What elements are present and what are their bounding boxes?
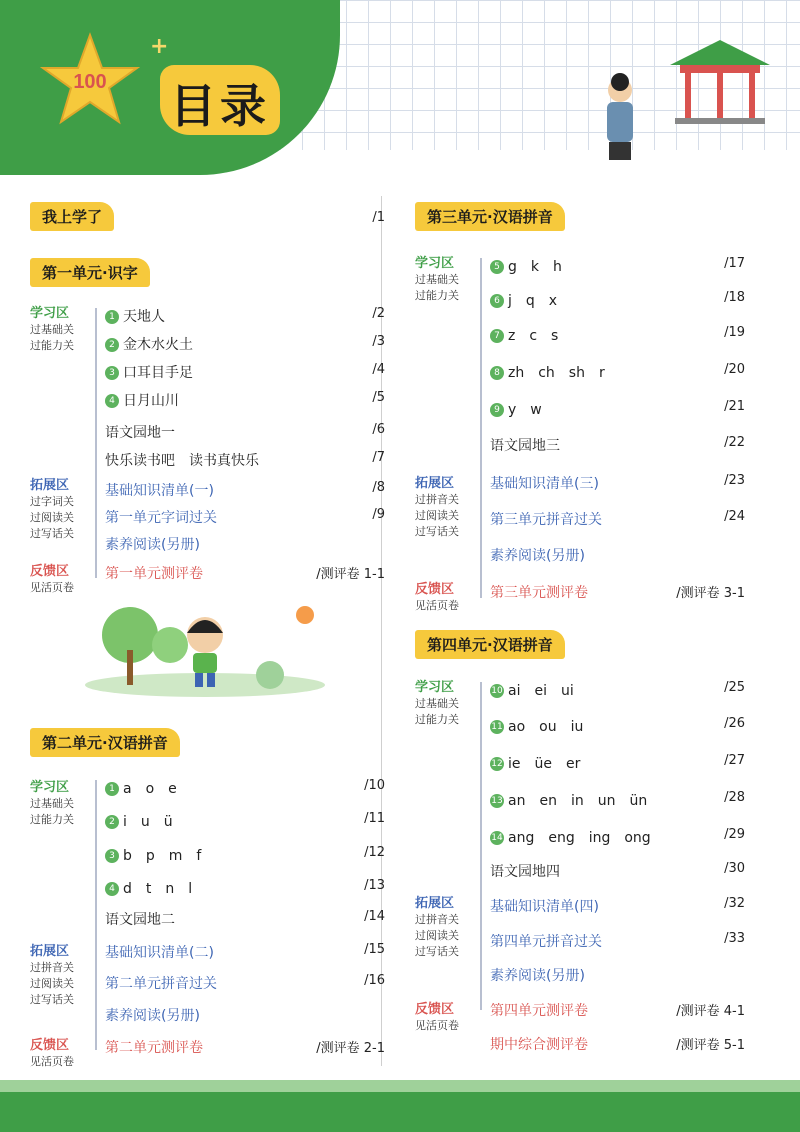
- toc-entry-title: 第一单元字词过关: [105, 510, 217, 526]
- lesson-number-badge: 7: [490, 329, 504, 343]
- toc-entry-title: 语文园地一: [105, 425, 175, 441]
- page-number: /17: [724, 256, 745, 271]
- page-number: /1: [372, 210, 385, 225]
- page-number: /6: [372, 422, 385, 437]
- toc-entry[interactable]: [415, 435, 750, 457]
- page-number: /23: [724, 473, 745, 488]
- toc-entry-intro[interactable]: [30, 202, 390, 224]
- section-heading-unit3: [415, 202, 750, 224]
- toc-entry-title: 第二单元拼音过关: [105, 976, 217, 992]
- lesson-number-badge: 9: [490, 403, 504, 417]
- zone-sub: 过阅读关: [415, 509, 459, 522]
- header-banner: [0, 0, 800, 190]
- page-number: /28: [724, 790, 745, 805]
- toc-entry-title: 语文园地三: [490, 438, 560, 454]
- zone-sub: 见活页卷: [30, 1055, 74, 1068]
- lesson-number-badge: 3: [105, 849, 119, 863]
- sparkle-icon: +: [150, 34, 169, 59]
- toc-entry-title: y w: [508, 402, 542, 418]
- zone-sub: 过阅读关: [30, 977, 74, 990]
- lesson-number-badge: 5: [490, 260, 504, 274]
- toc-entry-title: 素养阅读(另册): [105, 1008, 200, 1024]
- zone-sub: 过写话关: [415, 945, 459, 958]
- toc-entry[interactable]: [415, 399, 750, 421]
- toc-entry[interactable]: [30, 778, 390, 800]
- lesson-number-badge: 3: [105, 366, 119, 380]
- toc-entry[interactable]: [30, 1005, 390, 1027]
- page-number: /26: [724, 716, 745, 731]
- toc-entry-title: ie üe er: [508, 756, 581, 772]
- toc-entry-title: 素养阅读(另册): [490, 548, 585, 564]
- toc-entry[interactable]: [30, 563, 390, 585]
- toc-entry[interactable]: [30, 1037, 390, 1059]
- toc-entry[interactable]: [30, 480, 390, 502]
- toc-entry-title: 期中综合测评卷: [490, 1037, 588, 1053]
- toc-entry[interactable]: [415, 680, 750, 702]
- zone-title: 反馈区: [30, 564, 70, 579]
- zone-sub: 过基础关: [415, 273, 459, 286]
- zone-sub: 见活页卷: [415, 1019, 459, 1032]
- zone-title: 拓展区: [30, 944, 70, 959]
- toc-entry[interactable]: [30, 942, 390, 964]
- toc-entry[interactable]: [415, 362, 750, 384]
- lesson-number-badge: 13: [491, 796, 503, 806]
- lesson-number-badge: 6: [490, 294, 504, 308]
- page-number: /4: [372, 362, 385, 377]
- toc-entry-title: ao ou iu: [508, 719, 584, 735]
- section-tag-unit3: 第三单元·汉语拼音: [415, 202, 565, 231]
- toc-entry-title: 基础知识清单(一): [105, 483, 214, 499]
- toc-entry[interactable]: [30, 973, 390, 995]
- toc-entry-title: ang eng ing ong: [508, 830, 651, 846]
- zone-sub: 见活页卷: [30, 581, 74, 594]
- page-number: /27: [724, 753, 745, 768]
- toc-entry[interactable]: [30, 811, 390, 833]
- page-number: /7: [372, 450, 385, 465]
- zone-sub: 过基础关: [30, 797, 74, 810]
- lesson-number-badge: 4: [105, 882, 119, 896]
- toc-entry[interactable]: [415, 753, 750, 775]
- page-number: /16: [364, 973, 385, 988]
- toc-entry-title: 基础知识清单(四): [490, 899, 599, 915]
- toc-entry[interactable]: [30, 845, 390, 867]
- zone-title: 学习区: [415, 256, 455, 271]
- zone-sub: 过能力关: [415, 713, 459, 726]
- lesson-number-badge: 8: [490, 366, 504, 380]
- toc-entry-title: 金木水火土: [123, 337, 193, 353]
- star-mascot-icon: [40, 30, 140, 130]
- toc-entry[interactable]: [30, 390, 390, 412]
- toc-entry-title: a o e: [123, 781, 177, 797]
- toc-entry-title: 日月山川: [123, 393, 179, 409]
- page-number: /15: [364, 942, 385, 957]
- page-number: /12: [364, 845, 385, 860]
- zone-title: 拓展区: [415, 896, 455, 911]
- section-tag-unit4: 第四单元·汉语拼音: [415, 630, 565, 659]
- page-number: /20: [724, 362, 745, 377]
- zone-sub: 过写话关: [415, 525, 459, 538]
- toc-entry-title: 基础知识清单(三): [490, 476, 599, 492]
- page-number: /24: [724, 509, 745, 524]
- toc-entry-title: z c s: [508, 328, 559, 344]
- page-number: /22: [724, 435, 745, 450]
- toc-entry[interactable]: [30, 362, 390, 384]
- zone-sub: 过基础关: [415, 697, 459, 710]
- page-number: /5: [372, 390, 385, 405]
- lesson-number-badge: 10: [491, 686, 503, 696]
- toc-entry-title: 素养阅读(另册): [490, 968, 585, 984]
- toc-entry[interactable]: [415, 716, 750, 738]
- lesson-number-badge: 11: [491, 722, 503, 732]
- toc-entry[interactable]: [30, 909, 390, 931]
- lesson-number-badge: 12: [491, 759, 503, 769]
- toc-entry-title: 第三单元测评卷: [490, 585, 588, 601]
- zone-sub: 过阅读关: [30, 511, 74, 524]
- boy-walking-illustration: [80, 595, 330, 700]
- toc-entry-title: ai ei ui: [508, 683, 574, 699]
- toc-entry[interactable]: [415, 1034, 750, 1056]
- toc-entry[interactable]: [415, 545, 750, 567]
- page-number: /测评卷 1-1: [316, 567, 385, 582]
- toc-entry[interactable]: [415, 965, 750, 987]
- zone-sub: 过拼音关: [415, 493, 459, 506]
- toc-entry[interactable]: [415, 256, 750, 278]
- section-tag-unit1: 第一单元·识字: [30, 258, 150, 287]
- zone-sub: 过拼音关: [415, 913, 459, 926]
- zone-title: 拓展区: [415, 476, 455, 491]
- toc-entry-title: 语文园地二: [105, 912, 175, 928]
- toc-entry-title: an en in un ün: [508, 793, 648, 809]
- star-badge-text: 100: [73, 71, 107, 93]
- lesson-number-badge: 1: [105, 310, 119, 324]
- zone-title: 学习区: [30, 306, 70, 321]
- child-character-icon: [595, 70, 645, 170]
- zone-title: 拓展区: [30, 478, 70, 493]
- page-number: /测评卷 3-1: [676, 586, 745, 601]
- toc-entry[interactable]: [415, 790, 750, 812]
- zone-sub: 过写话关: [30, 993, 74, 1006]
- lesson-number-badge: 2: [105, 338, 119, 352]
- toc-entry-title: 第三单元拼音过关: [490, 512, 602, 528]
- zone-sub: 过拼音关: [30, 961, 74, 974]
- toc-entry-title: zh ch sh r: [508, 365, 605, 381]
- page-number: /30: [724, 861, 745, 876]
- zone-title: 反馈区: [415, 1002, 455, 1017]
- toc-entry[interactable]: [415, 1000, 750, 1022]
- zone-sub: 过基础关: [30, 323, 74, 336]
- zone-sub: 过阅读关: [415, 929, 459, 942]
- page-number: /18: [724, 290, 745, 305]
- section-heading-unit1: [30, 258, 390, 280]
- zone-title: 学习区: [30, 780, 70, 795]
- page-number: /测评卷 4-1: [676, 1004, 745, 1019]
- toc-entry[interactable]: [30, 334, 390, 356]
- page-number: /9: [372, 507, 385, 522]
- page-number: /10: [364, 778, 385, 793]
- bottom-green-band: [0, 1092, 800, 1132]
- page-number: /3: [372, 334, 385, 349]
- toc-entry[interactable]: [30, 534, 390, 556]
- toc-entry-title: 第四单元拼音过关: [490, 934, 602, 950]
- page-number: /19: [724, 325, 745, 340]
- toc-entry-title: 快乐读书吧 读书真快乐: [105, 453, 259, 469]
- toc-entry[interactable]: [415, 861, 750, 883]
- toc-entry-title: 口耳目手足: [123, 365, 193, 381]
- lesson-number-badge: 14: [491, 833, 503, 843]
- zone-title: 反馈区: [30, 1038, 70, 1053]
- toc-entry-title: 基础知识清单(二): [105, 945, 214, 961]
- page-number: /测评卷 2-1: [316, 1041, 385, 1056]
- page-number: /2: [372, 306, 385, 321]
- pavilion-icon: [660, 20, 780, 140]
- page-number: /33: [724, 931, 745, 946]
- toc-entry-title: j q x: [508, 293, 558, 309]
- section-tag-unit2: 第二单元·汉语拼音: [30, 728, 180, 757]
- section-tag-intro: 我上学了: [30, 202, 114, 231]
- toc-entry-title: 第一单元测评卷: [105, 566, 203, 582]
- toc-entry[interactable]: [30, 306, 390, 328]
- toc-entry-title: g k h: [508, 259, 562, 275]
- toc-entry-title: d t n l: [123, 881, 193, 897]
- toc-entry-title: 第二单元测评卷: [105, 1040, 203, 1056]
- page-number: /21: [724, 399, 745, 414]
- toc-entry[interactable]: [415, 325, 750, 347]
- zone-sub: 过能力关: [30, 813, 74, 826]
- lesson-number-badge: 2: [105, 815, 119, 829]
- page-number: /13: [364, 878, 385, 893]
- toc-entry[interactable]: [415, 931, 750, 953]
- zone-title: 反馈区: [415, 582, 455, 597]
- toc-entry-title: 天地人: [123, 309, 165, 325]
- zone-sub: 过能力关: [30, 339, 74, 352]
- toc-entry[interactable]: [30, 507, 390, 529]
- zone-sub: 过字词关: [30, 495, 74, 508]
- lesson-number-badge: 4: [105, 394, 119, 408]
- toc-entry[interactable]: [30, 450, 390, 472]
- page-number: /测评卷 5-1: [676, 1038, 745, 1053]
- page-number: /11: [364, 811, 385, 826]
- toc-entry[interactable]: [415, 827, 750, 849]
- toc-entry-title: 语文园地四: [490, 864, 560, 880]
- page-number: /25: [724, 680, 745, 695]
- lesson-number-badge: 1: [105, 782, 119, 796]
- toc-entry-title: b p m f: [123, 848, 202, 864]
- toc-entry[interactable]: [415, 582, 750, 604]
- page-number: /14: [364, 909, 385, 924]
- zone-title: 学习区: [415, 680, 455, 695]
- zone-sub: 过写话关: [30, 527, 74, 540]
- toc-entry-title: 第四单元测评卷: [490, 1003, 588, 1019]
- toc-entry[interactable]: [415, 509, 750, 531]
- page-number: /8: [372, 480, 385, 495]
- section-heading-unit2: [30, 728, 390, 750]
- toc-entry[interactable]: [30, 422, 390, 444]
- toc-entry[interactable]: [415, 290, 750, 312]
- toc-entry-title: 素养阅读(另册): [105, 537, 200, 553]
- page-number: /29: [724, 827, 745, 842]
- toc-entry[interactable]: [30, 878, 390, 900]
- toc-entry-title: i u ü: [123, 814, 173, 830]
- toc-entry[interactable]: [415, 896, 750, 918]
- toc-entry[interactable]: [415, 473, 750, 495]
- section-heading-unit4: [415, 630, 750, 652]
- page-title: 目录: [170, 79, 270, 133]
- page-number: /32: [724, 896, 745, 911]
- zone-sub: 见活页卷: [415, 599, 459, 612]
- zone-sub: 过能力关: [415, 289, 459, 302]
